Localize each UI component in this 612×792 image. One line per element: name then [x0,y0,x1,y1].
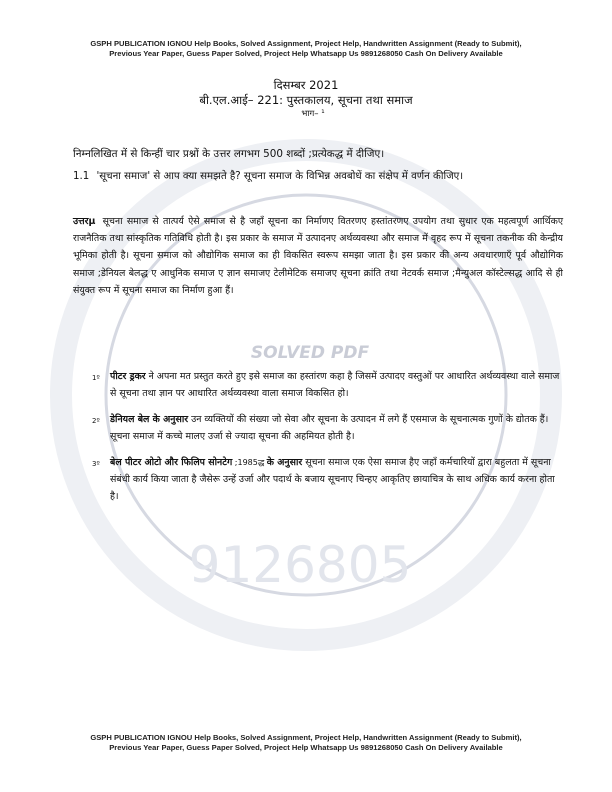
question-number: 1.1 [73,171,90,182]
answer-label: उत्तरµ [73,216,96,227]
list-item [92,454,562,506]
point-text [110,411,562,446]
question-text: 'सूचना समाज' से आप क्या समझते है? सूचना समाज के विभिन्न अवबोधें का संक्षेप में वर्णन कीजिए। [96,171,464,182]
point-text [110,454,562,506]
point-body: ने अपना मत प्रस्तुत करते हुए इसे समाज का हस्तांरण कहा है जिसमें उत्पादए वस्तुओं पर आधारित अर्थव्यवस्था वाले समाज से सूचना तथा ज्ञान पर आधारित अर्थव्यवस्था वाला समाज विकसित हो। [110,371,560,400]
point-heading: बेल पीटर ओटो और फिलिप सोनटेग [110,456,233,468]
list-item [92,411,562,446]
course-title: बी.एल.आई– 221: पुस्तकालय, सूचना तथा समाज [199,93,413,107]
list-item [92,368,562,403]
header-banner [40,39,572,59]
instruction-text: निम्नलिखित में से किन्हीं चार प्रश्नों के उत्तर लगभग 500 शब्दों ;प्रत्येकद्ध में दीजिए। [73,148,385,160]
title-block [0,78,612,120]
header-line-1: GSPH PUBLICATION IGNOU Help Books, Solved Assignment, Project Help, Handwritten Assignment (Ready to Submit), [90,39,522,48]
point-year: ;1985द्ध [232,457,267,467]
answer-text: सूचना समाज से तात्पर्य ऐसे समाज से है जहाँ सूचना का निर्माणए वितरणए हस्तांतरणए उपयोग तथा सुधार एक महत्वपूर्ण आर्थिकए राजनैतिक तथा सांस्कृतिक गतिविधि होती है। इस प्रकार के समाज में उत्पादनए अर्थव्यवस्था और समाज में वृहद रूप में सूचना तकनीक की केन्द्रीय भूमिका होती है। सूचना समाज को औद्योगिक समाज का ही विकसित स्वरूप समझा जाता है। इस प्रकार की अन्य अवधारणाएँ पूर्व औद्योगिक समाज ;डेनियल बेलद्ध ए आधुनिक समाज ए ज्ञान समाजए टेलीमेटिक समाजए सूचना क्रांति तथा नेटवर्क समाज ;मैन्युअल कॉस्टेल्सद्ध आदि से ही संयुक्त रूप में सूचना समाज का निर्माण हुआ हैं। [73,216,564,296]
watermark-digits: 9126805 [188,536,412,594]
header-line-2: Previous Year Paper, Guess Paper Solved, Project Help Whatsapp Us 9891268050 Cash On Delivery Available [109,49,503,58]
point-heading: डेनियल बेल के अनुसार [110,413,189,425]
exam-date: दिसम्बर 2021 [273,78,339,92]
point-heading: पीटर ड्रकर [110,371,146,382]
point-text [110,368,562,403]
point-heading-cont: के अनुसार [266,456,303,468]
watermark-text: SOLVED PDF [250,343,370,363]
point-number: 1º [92,374,100,382]
points-list [92,368,562,514]
point-number: 3º [92,459,100,468]
answer-paragraph [73,213,563,299]
section-part: भाग– ¹ [301,109,325,119]
point-number: 2º [92,416,100,425]
point-body: सूचना समाज एक ऐसा समाज हैए जहाँ कर्मचारियों द्वारा बहुलता में सूचना संबंधी कार्य किया जाता है जैसेरू उन्हें उर्जा और पदार्थ के बजाय सूचनाए चिन्हए आकृतिए छायाचित्र के साथ अधिक कार्य करना होता है। [110,456,555,503]
footer-banner [40,733,572,753]
footer-line-2: Previous Year Paper, Guess Paper Solved, Project Help Whatsapp Us 9891268050 Cash On Delivery Available [109,743,503,752]
point-body: उन व्यक्तियों की संख्या जो सेवा और सूचना के उत्पादन में लगे हैं एसमाज के सूचनात्मक गुणों के द्योतक हैं। सूचना समाज में कच्चे मालए उर्जा से ज्यादा सूचना की अहमियत होती है। [110,413,549,443]
question [73,170,558,185]
footer-line-1: GSPH PUBLICATION IGNOU Help Books, Solved Assignment, Project Help, Handwritten Assignment (Ready to Submit), [90,733,522,742]
